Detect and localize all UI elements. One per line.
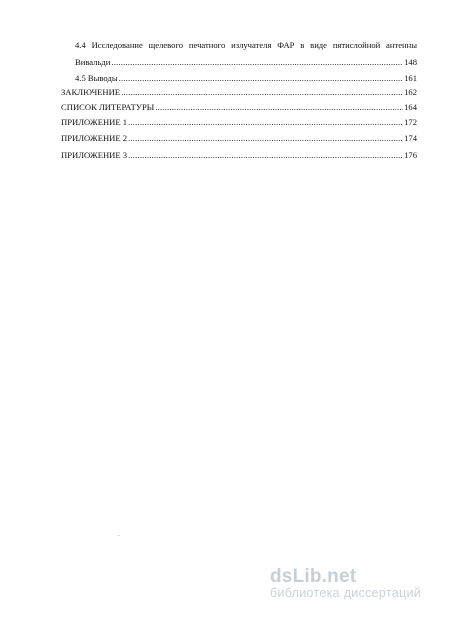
toc-entry-label: 4.5 Выводы <box>75 73 118 83</box>
watermark <box>270 566 440 600</box>
dot-leader <box>128 150 403 160</box>
dot-leader <box>155 102 403 112</box>
toc-entry-label: ЗАКЛЮЧЕНИЕ <box>61 87 121 97</box>
dot-leader <box>119 73 404 83</box>
watermark-brand: dsLib.net <box>270 566 357 587</box>
stray-mark: . <box>118 530 120 538</box>
toc-entry-4-4[interactable] <box>75 57 417 67</box>
toc-entry-label: ПРИЛОЖЕНИЕ 3 <box>61 150 128 160</box>
toc-page-number: 148 <box>404 57 417 67</box>
toc-page-number: 164 <box>404 102 417 112</box>
dot-leader <box>128 133 403 143</box>
toc-page-number: 176 <box>404 150 417 160</box>
toc-entry-label: СПИСОК ЛИТЕРАТУРЫ <box>61 102 155 112</box>
toc-entry-appendix-2[interactable] <box>61 133 417 143</box>
toc-page-number: 162 <box>404 87 417 97</box>
dot-leader <box>111 57 403 67</box>
toc-entry-4-5[interactable] <box>75 73 417 83</box>
toc-page-number: 174 <box>404 133 417 143</box>
toc-entry-appendix-1[interactable] <box>61 117 417 127</box>
toc-entry-label: ПРИЛОЖЕНИЕ 2 <box>61 133 128 143</box>
toc-page-number: 172 <box>404 117 417 127</box>
dot-leader <box>121 87 403 97</box>
toc-page-number: 161 <box>404 73 417 83</box>
toc-entry-conclusion[interactable] <box>61 87 417 97</box>
toc-entry-references[interactable] <box>61 102 417 112</box>
dot-leader <box>128 117 403 127</box>
toc-entry-label: ПРИЛОЖЕНИЕ 1 <box>61 117 128 127</box>
toc-entry-appendix-3[interactable] <box>61 150 417 160</box>
watermark-subtitle: библиотека диссертаций <box>270 586 422 600</box>
toc-entry-4-4-title: 4.4 Исследование щелевого печатного излучателя ФАР в виде пятислойной антенны <box>75 40 417 50</box>
toc-entry-label: Вивальди <box>75 57 111 67</box>
